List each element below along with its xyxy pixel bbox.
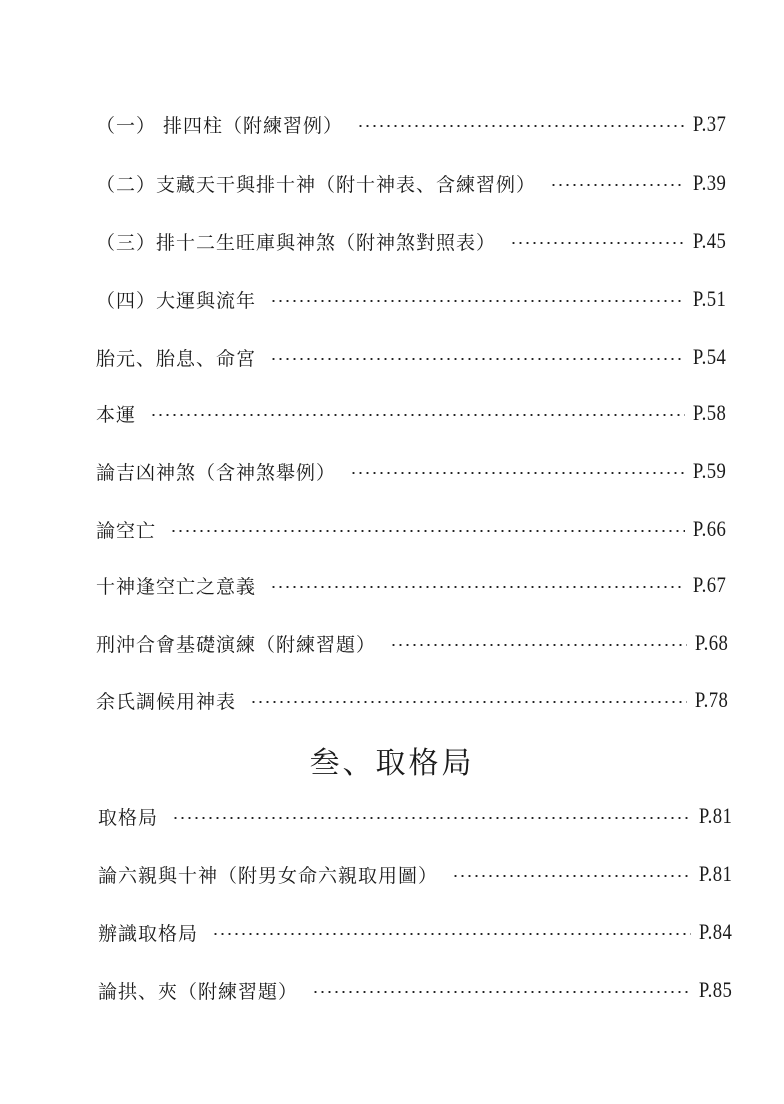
- toc-entry: [96, 625, 728, 661]
- toc-entry-page: P.45: [692, 228, 726, 253]
- toc-entry-page: P.67: [692, 572, 726, 597]
- toc-entry: [98, 972, 732, 1008]
- toc-entry-title: 論吉凶神煞（含神煞舉例）: [96, 461, 337, 484]
- toc-entry-title: 本運: [96, 403, 137, 426]
- toc-entry-page: P.78: [694, 687, 728, 712]
- toc-entry-title: 論空亡: [96, 519, 157, 542]
- toc-entry: [96, 682, 728, 718]
- dot-leader: [250, 701, 687, 703]
- toc-entry: [98, 798, 732, 834]
- toc-entry-title: 論六親與十神（附男女命六親取用圖）: [98, 864, 439, 887]
- toc-entry-title: 胎元、胎息、命宮: [96, 347, 257, 370]
- toc-entry-title: 余氏調候用神表: [96, 690, 237, 713]
- dot-leader: [172, 817, 691, 819]
- dot-leader: [452, 875, 691, 877]
- toc-entry-title: （一） 排四柱（附練習例）: [96, 114, 344, 137]
- toc-entry: [96, 223, 726, 259]
- toc-entry-page: P.68: [694, 630, 728, 655]
- toc-entry-page: P.37: [692, 111, 726, 136]
- dot-leader: [270, 586, 685, 588]
- dot-leader: [270, 358, 685, 360]
- dot-leader: [510, 242, 685, 244]
- toc-entry-title: （三）排十二生旺庫與神煞（附神煞對照表）: [96, 231, 497, 254]
- toc-entry-title: 辦識取格局: [98, 922, 199, 945]
- toc-entry: [96, 567, 726, 603]
- dot-leader: [212, 933, 691, 935]
- toc-entry-page: P.51: [692, 286, 726, 311]
- toc-entry-page: P.81: [698, 803, 732, 828]
- toc-entry: [96, 511, 726, 547]
- toc-entry-title: 取格局: [98, 806, 159, 829]
- toc-entry: [98, 856, 732, 892]
- dot-leader: [350, 472, 685, 474]
- toc-entry: [96, 339, 726, 375]
- toc-entry-page: P.84: [698, 919, 732, 944]
- toc-entry-title: 論拱、夾（附練習題）: [98, 980, 299, 1003]
- toc-entry-title: 十神逢空亡之意義: [96, 575, 257, 598]
- toc-entry-title: （二）支藏天干與排十神（附十神表、含練習例）: [96, 173, 537, 196]
- toc-entry-page: P.59: [692, 458, 726, 483]
- dot-leader: [550, 184, 685, 186]
- toc-entry-page: P.39: [692, 170, 726, 195]
- section-heading: 叁、取格局: [309, 746, 475, 781]
- dot-leader: [170, 530, 685, 532]
- toc-entry: [96, 165, 726, 201]
- dot-leader: [312, 991, 691, 993]
- toc-entry: [96, 395, 726, 431]
- dot-leader: [270, 300, 685, 302]
- toc-entry: [98, 914, 732, 950]
- toc-entry: [96, 106, 726, 142]
- toc-entry-title: （四）大運與流年: [96, 289, 257, 312]
- dot-leader: [390, 644, 687, 646]
- toc-entry: [96, 281, 726, 317]
- toc-entry-page: P.66: [692, 516, 726, 541]
- toc-entry-page: P.58: [692, 400, 726, 425]
- toc-entry: [96, 453, 726, 489]
- toc-entry-title: 刑沖合會基礎演練（附練習題）: [96, 633, 377, 656]
- toc-entry-page: P.54: [692, 344, 726, 369]
- toc-entry-page: P.85: [698, 977, 732, 1002]
- dot-leader: [150, 414, 685, 416]
- toc-entry-page: P.81: [698, 861, 732, 886]
- dot-leader: [357, 125, 685, 127]
